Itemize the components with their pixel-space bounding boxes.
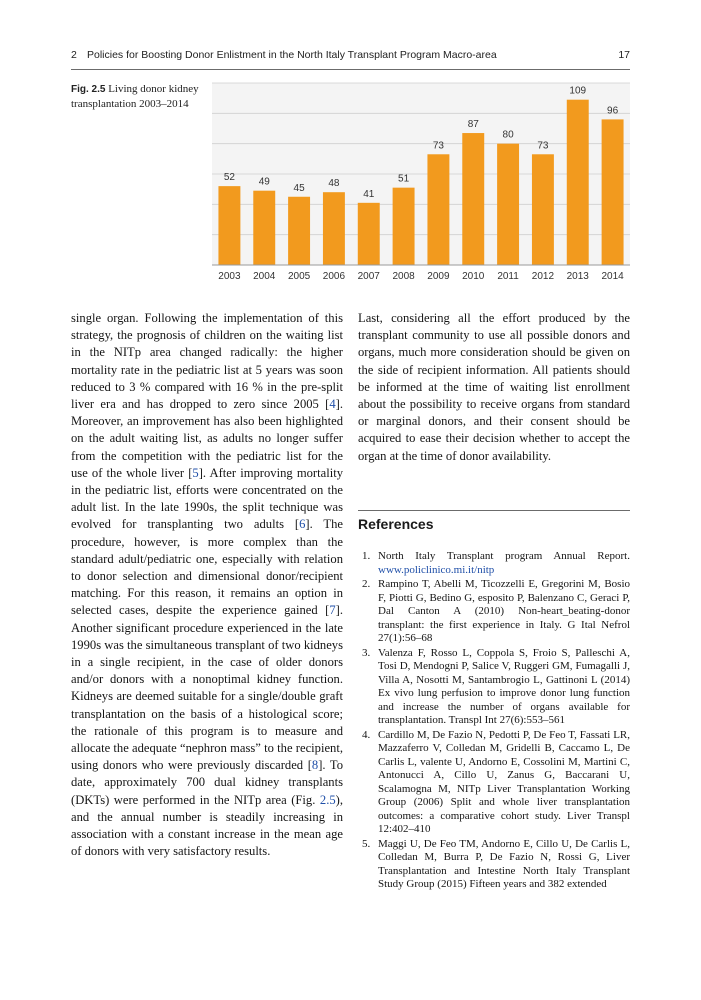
chapter-title: Policies for Boosting Donor Enlistment in the North Italy Transplant Program Macro-area bbox=[87, 49, 497, 61]
chapter-number: 2 bbox=[71, 49, 77, 61]
body-text-segment: ]. After improving mortality in the pediatric list, efforts were concentrated on the adult list. In the late 1990s, the split technique was evolved for transplanting two adults [ bbox=[71, 465, 343, 532]
x-tick-label: 2011 bbox=[497, 271, 519, 282]
reference-number: 4. bbox=[362, 728, 371, 741]
bar bbox=[288, 197, 310, 265]
reference-item bbox=[358, 838, 630, 892]
bar bbox=[532, 154, 554, 265]
data-label: 52 bbox=[223, 172, 235, 184]
data-label: 80 bbox=[502, 129, 514, 141]
reference-link[interactable]: www.policlinico.mi.it/nitp bbox=[378, 563, 495, 576]
bar bbox=[427, 154, 449, 265]
reference-text: Valenza F, Rosso L, Coppola S, Froio S, Palleschi A, Tosi D, Mendogni P, Salice V, Ruggeri GM, Fumagalli J, Villa A, Nosotti M, Santambrogio L, Gattinoni L (2014) Ex vivo lung perfusion to improve donor lung function and increase the number of organs available for transplantation. Transpl Int 27(6):553–561 bbox=[378, 646, 630, 726]
citation-link[interactable]: 8 bbox=[311, 758, 319, 773]
reference-text: North Italy Transplant program Annual Report. bbox=[378, 550, 630, 562]
citation-link[interactable]: 2.5 bbox=[319, 792, 336, 807]
x-tick-label: 2006 bbox=[322, 271, 346, 282]
x-tick-label: 2014 bbox=[601, 271, 624, 282]
data-label: 96 bbox=[607, 105, 619, 117]
body-text-segment: ]. Another significant procedure experienced in the late 1990s was the simultaneous transplant of two kidneys in a single recipient, in the case of older donors and/or donors with a nonoptimal kidney function. Kidneys are deemed suitable for a single/double graft transplantation on the basis of a histological score; the rationale of this program is to measure and allocate the adequate “nephron mass” to the recipient, using donors who were previously discarded [ bbox=[71, 603, 343, 773]
citation-link[interactable]: 6 bbox=[299, 517, 306, 532]
references-list bbox=[358, 550, 630, 893]
references-heading: References bbox=[358, 516, 434, 532]
body-text-segment: ]. The procedure, however, is more complex than the standard adult/pediatric one, especially with relation to donor selection and dimensional donor/recipient matching. For this reason, it remains an option in selected cases, despite the experience gained [ bbox=[71, 517, 344, 618]
data-label: 87 bbox=[467, 119, 479, 131]
citation-link[interactable]: 5 bbox=[192, 465, 199, 480]
figure-label: Fig. 2.5 bbox=[71, 84, 106, 95]
bar bbox=[462, 133, 484, 265]
x-tick-label: 2004 bbox=[253, 271, 276, 282]
figure-caption-text: Living donor kidney transplantation 2003–2014 bbox=[71, 83, 199, 110]
x-tick-label: 2007 bbox=[357, 271, 380, 282]
data-label: 73 bbox=[432, 140, 444, 152]
x-tick-label: 2012 bbox=[531, 271, 555, 282]
x-tick-label: 2010 bbox=[462, 271, 485, 282]
reference-number: 2. bbox=[362, 578, 371, 590]
x-tick-label: 2008 bbox=[392, 271, 415, 282]
body-text-right-column: Last, considering all the effort produced by the transplant community to use all possible donors and organs, much more consideration should be given on the side of recipient information. All patients should be informed at the time of waiting list enrollment about the possibility to receive organs from standard or marginal donors, and their consent should be acquired to ease their decision whether to accept the organ at the time of donor availability. bbox=[358, 311, 630, 463]
citation-link[interactable]: 4 bbox=[329, 397, 336, 412]
reference-number: 3. bbox=[362, 646, 371, 659]
data-label: 45 bbox=[293, 182, 305, 194]
body-text-left-column bbox=[71, 310, 343, 861]
bar-chart bbox=[0, 0, 701, 290]
references-divider bbox=[358, 510, 630, 511]
bar bbox=[218, 186, 240, 265]
reference-item bbox=[358, 647, 630, 728]
bar bbox=[323, 192, 345, 265]
body-text-segment: single organ. Following the implementation of this strategy, the prognosis of children on the waiting list in the NITp area changed radically: the higher mortality rate in the pediatric list at 5 years was soon reduced to 3 % compared with 16 % in the pre-split liver era and has dropped to zero since 2005 [ bbox=[71, 311, 343, 412]
reference-text: Maggi U, De Feo TM, Andorno E, Cillo U, De Carlis L, Colledan M, Burra P, De Fazio N, Rossi G, Liver Transplantation and Intestine North Italy Transplant Study Group (2015) Fifteen years and 382 extended bbox=[378, 837, 630, 890]
x-tick-label: 2013 bbox=[566, 271, 589, 282]
reference-text: Rampino T, Abelli M, Ticozzelli E, Gregorini M, Bosio F, Piotti G, Bedino G, esposito P, Balenzano C, Geraci P, Dal Canton A (2010) Non-heart_beating-donor transplant: the first experience in Italy. G Ital Nefrol 27(1):56–68 bbox=[378, 578, 630, 644]
x-tick-label: 2005 bbox=[287, 271, 311, 282]
body-text-segment: ]. Moreover, an improvement has also been highlighted on the adult waiting list, as adults no longer suffer from the competition with the pediatric list for the use of the whole liver [ bbox=[71, 397, 343, 480]
bar bbox=[567, 100, 589, 265]
bar bbox=[358, 203, 380, 265]
x-tick-label: 2003 bbox=[218, 271, 241, 282]
reference-text: Cardillo M, De Fazio N, Pedotti P, De Feo T, Fassati LR, Mazzaferro V, Colledan M, Gridelli B, Caccamo L, De Carlis L, valente U, Andorno E, Cossolini M, Martini C, Antonucci A, Cillo U, Zanus G, Baccarani U, Scalamogna M, NITp Liver Transplantation Working Group (2006) Split and whole liver transplantation outcomes: a comparative cohort study. Liver Transpl 12:402–410 bbox=[378, 728, 630, 835]
data-label: 51 bbox=[398, 173, 410, 185]
reference-item bbox=[358, 550, 630, 577]
reference-item bbox=[358, 578, 630, 646]
data-label: 48 bbox=[328, 178, 340, 190]
page-number: 17 bbox=[618, 49, 630, 61]
data-label: 73 bbox=[537, 140, 549, 152]
reference-item bbox=[358, 729, 630, 837]
x-tick-label: 2009 bbox=[427, 271, 450, 282]
data-label: 109 bbox=[569, 85, 587, 97]
data-label: 49 bbox=[258, 176, 270, 188]
data-label: 41 bbox=[363, 188, 375, 200]
bar bbox=[497, 144, 519, 265]
body-text-segment: ), and the annual number is steadily increasing in association with a constant increase in the mean age of donors with very satisfactory results. bbox=[71, 792, 343, 859]
bar bbox=[253, 191, 275, 265]
reference-number: 5. bbox=[362, 837, 371, 850]
citation-link[interactable]: 7 bbox=[329, 603, 336, 618]
bar bbox=[393, 188, 415, 265]
reference-number: 1. bbox=[362, 550, 371, 562]
bar bbox=[602, 119, 624, 265]
body-text-segment: ]. To date, approximately 700 dual kidney transplants (DKTs) were performed in the NITp area (Fig. bbox=[71, 758, 344, 807]
